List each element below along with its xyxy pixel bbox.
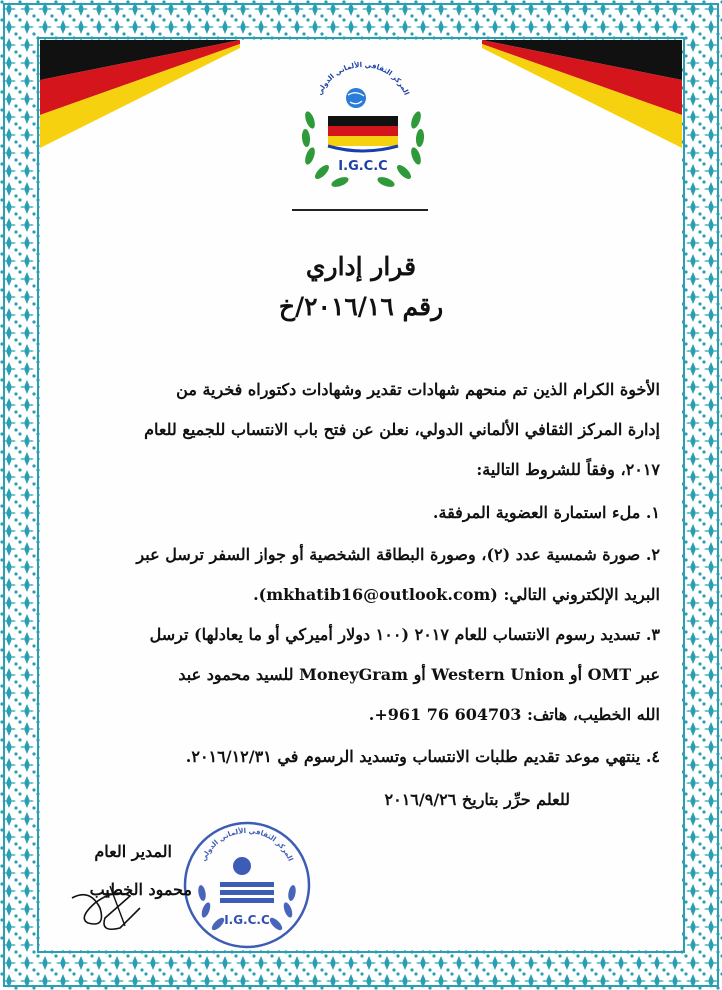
director-title: المدير العام bbox=[94, 842, 172, 861]
logo-abbrev: I.G.C.C bbox=[338, 159, 388, 174]
official-stamp bbox=[180, 818, 314, 952]
stamp-abbrev: I.G.C.C bbox=[224, 913, 270, 927]
stamp-globe-icon bbox=[233, 857, 251, 875]
decree-number: رقم ٢٠١٦/١٦/خ bbox=[278, 292, 444, 321]
flag-ribbon-left bbox=[40, 40, 240, 150]
stamp-arc-text: المركز الثقافي الألماني الدولي bbox=[199, 826, 295, 863]
signature-mark bbox=[70, 878, 150, 938]
igcc-logo bbox=[288, 50, 438, 200]
flag-ribbon-right bbox=[482, 40, 682, 150]
paragraph-line: ٢٠١٧، وفقاً للشروط التالية: bbox=[476, 460, 660, 479]
logo-arc-text: المركز الثقافي الألماني الدولي bbox=[315, 60, 411, 97]
condition-item: البريد الإلكتروني التالي: (mkhatib16@outlook.com). bbox=[253, 585, 660, 604]
condition-item: ١. ملء استمارة العضوية المرفقة. bbox=[432, 503, 660, 522]
globe-icon bbox=[346, 88, 366, 108]
paragraph-line: الأخوة الكرام الذين تم منحهم شهادات تقدير وشهادات دكتوراه فخرية من bbox=[176, 380, 660, 399]
closing-date: للعلم حرِّر بتاريخ ٢٠١٦/٩/٢٦ bbox=[384, 790, 570, 809]
paragraph-line: إدارة المركز الثقافي الألماني الدولي، نعلن عن فتح باب الانتساب للجميع للعام bbox=[144, 420, 660, 439]
director-name: محمود الخطيب bbox=[89, 880, 192, 899]
condition-item: ٣. تسديد رسوم الانتساب للعام ٢٠١٧ (١٠٠ دولار أميركي أو ما يعادلها) ترسل bbox=[149, 625, 660, 644]
condition-item: ٢. صورة شمسية عدد (٢)، وصورة البطاقة الشخصية أو جواز السفر ترسل عبر bbox=[136, 545, 660, 564]
condition-item: الله الخطيب، هاتف: 604703 76 961+. bbox=[368, 705, 660, 724]
condition-item: عبر OMT أو Western Union أو MoneyGram للسيد محمود عبد bbox=[178, 665, 660, 684]
header-rule bbox=[292, 209, 428, 211]
decree-title: قرار إداري bbox=[305, 252, 417, 281]
condition-item: ٤. ينتهي موعد تقديم طلبات الانتساب وتسديد الرسوم في ٢٠١٦/١٢/٣١. bbox=[185, 747, 660, 766]
